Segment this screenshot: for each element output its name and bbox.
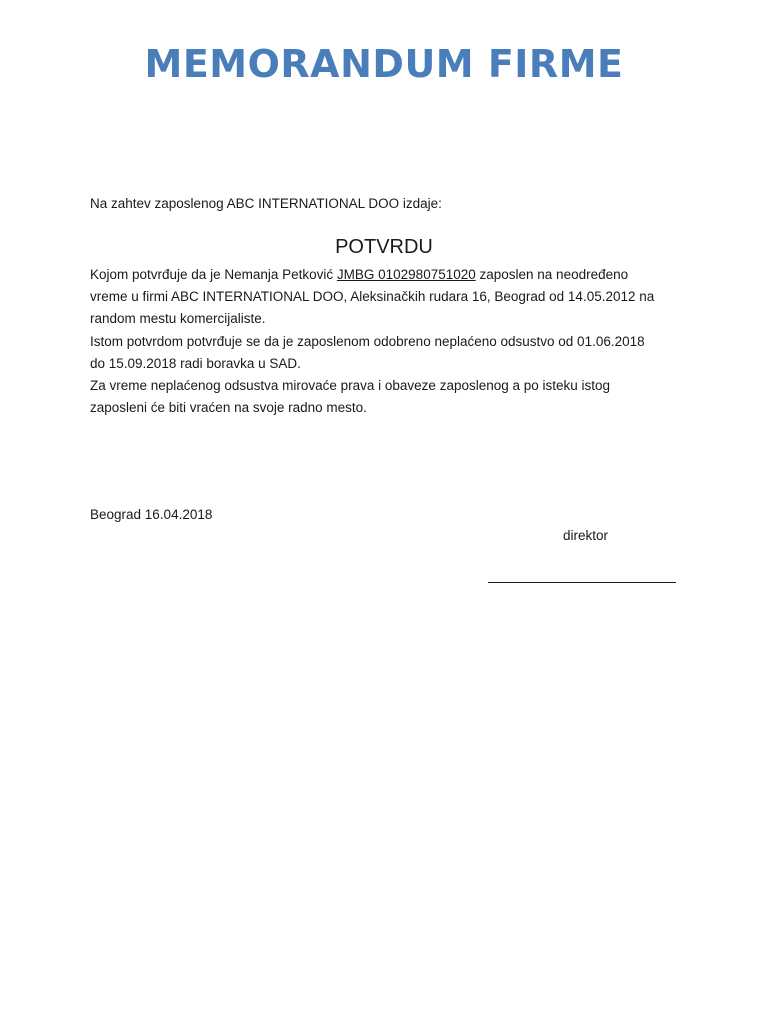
intro-text: Na zahtev zaposlenog ABC INTERNATIONAL DOO izdaje: bbox=[90, 196, 442, 211]
place-and-date: Beograd 16.04.2018 bbox=[90, 507, 213, 522]
body-line-1-start: Kojom potvrđuje da je Nemanja Petković bbox=[90, 267, 337, 282]
body-line-1 bbox=[90, 264, 690, 286]
body-line-3: random mestu komercijaliste. bbox=[90, 311, 266, 327]
body-line-7: zaposleni će biti vraćen na svoje radno mesto. bbox=[90, 400, 367, 416]
letterhead-title: MEMORANDUM FIRME bbox=[144, 42, 624, 86]
document-title: POTVRDU bbox=[335, 236, 433, 258]
body-line-4: Istom potvrdom potvrđuje se da je zaposlenom odobreno neplaćeno odsustvo od 01.06.2018 bbox=[90, 333, 645, 349]
body-line-2: vreme u firmi ABC INTERNATIONAL DOO, Aleksinačkih rudara 16, Beograd od 14.05.2012 na bbox=[90, 289, 655, 305]
signature-line bbox=[488, 582, 676, 583]
body-line-6: Za vreme neplaćenog odsustva mirovaće prava i obaveze zaposlenog a po isteku istog bbox=[90, 378, 611, 394]
signatory-title: direktor bbox=[563, 528, 609, 543]
document-body bbox=[90, 264, 690, 419]
jmbg-number: JMBG 0102980751020 bbox=[336, 267, 476, 282]
body-line-1-end: zaposlen na neodređeno bbox=[475, 267, 629, 282]
body-line-5: do 15.09.2018 radi boravka u SAD. bbox=[90, 355, 301, 371]
